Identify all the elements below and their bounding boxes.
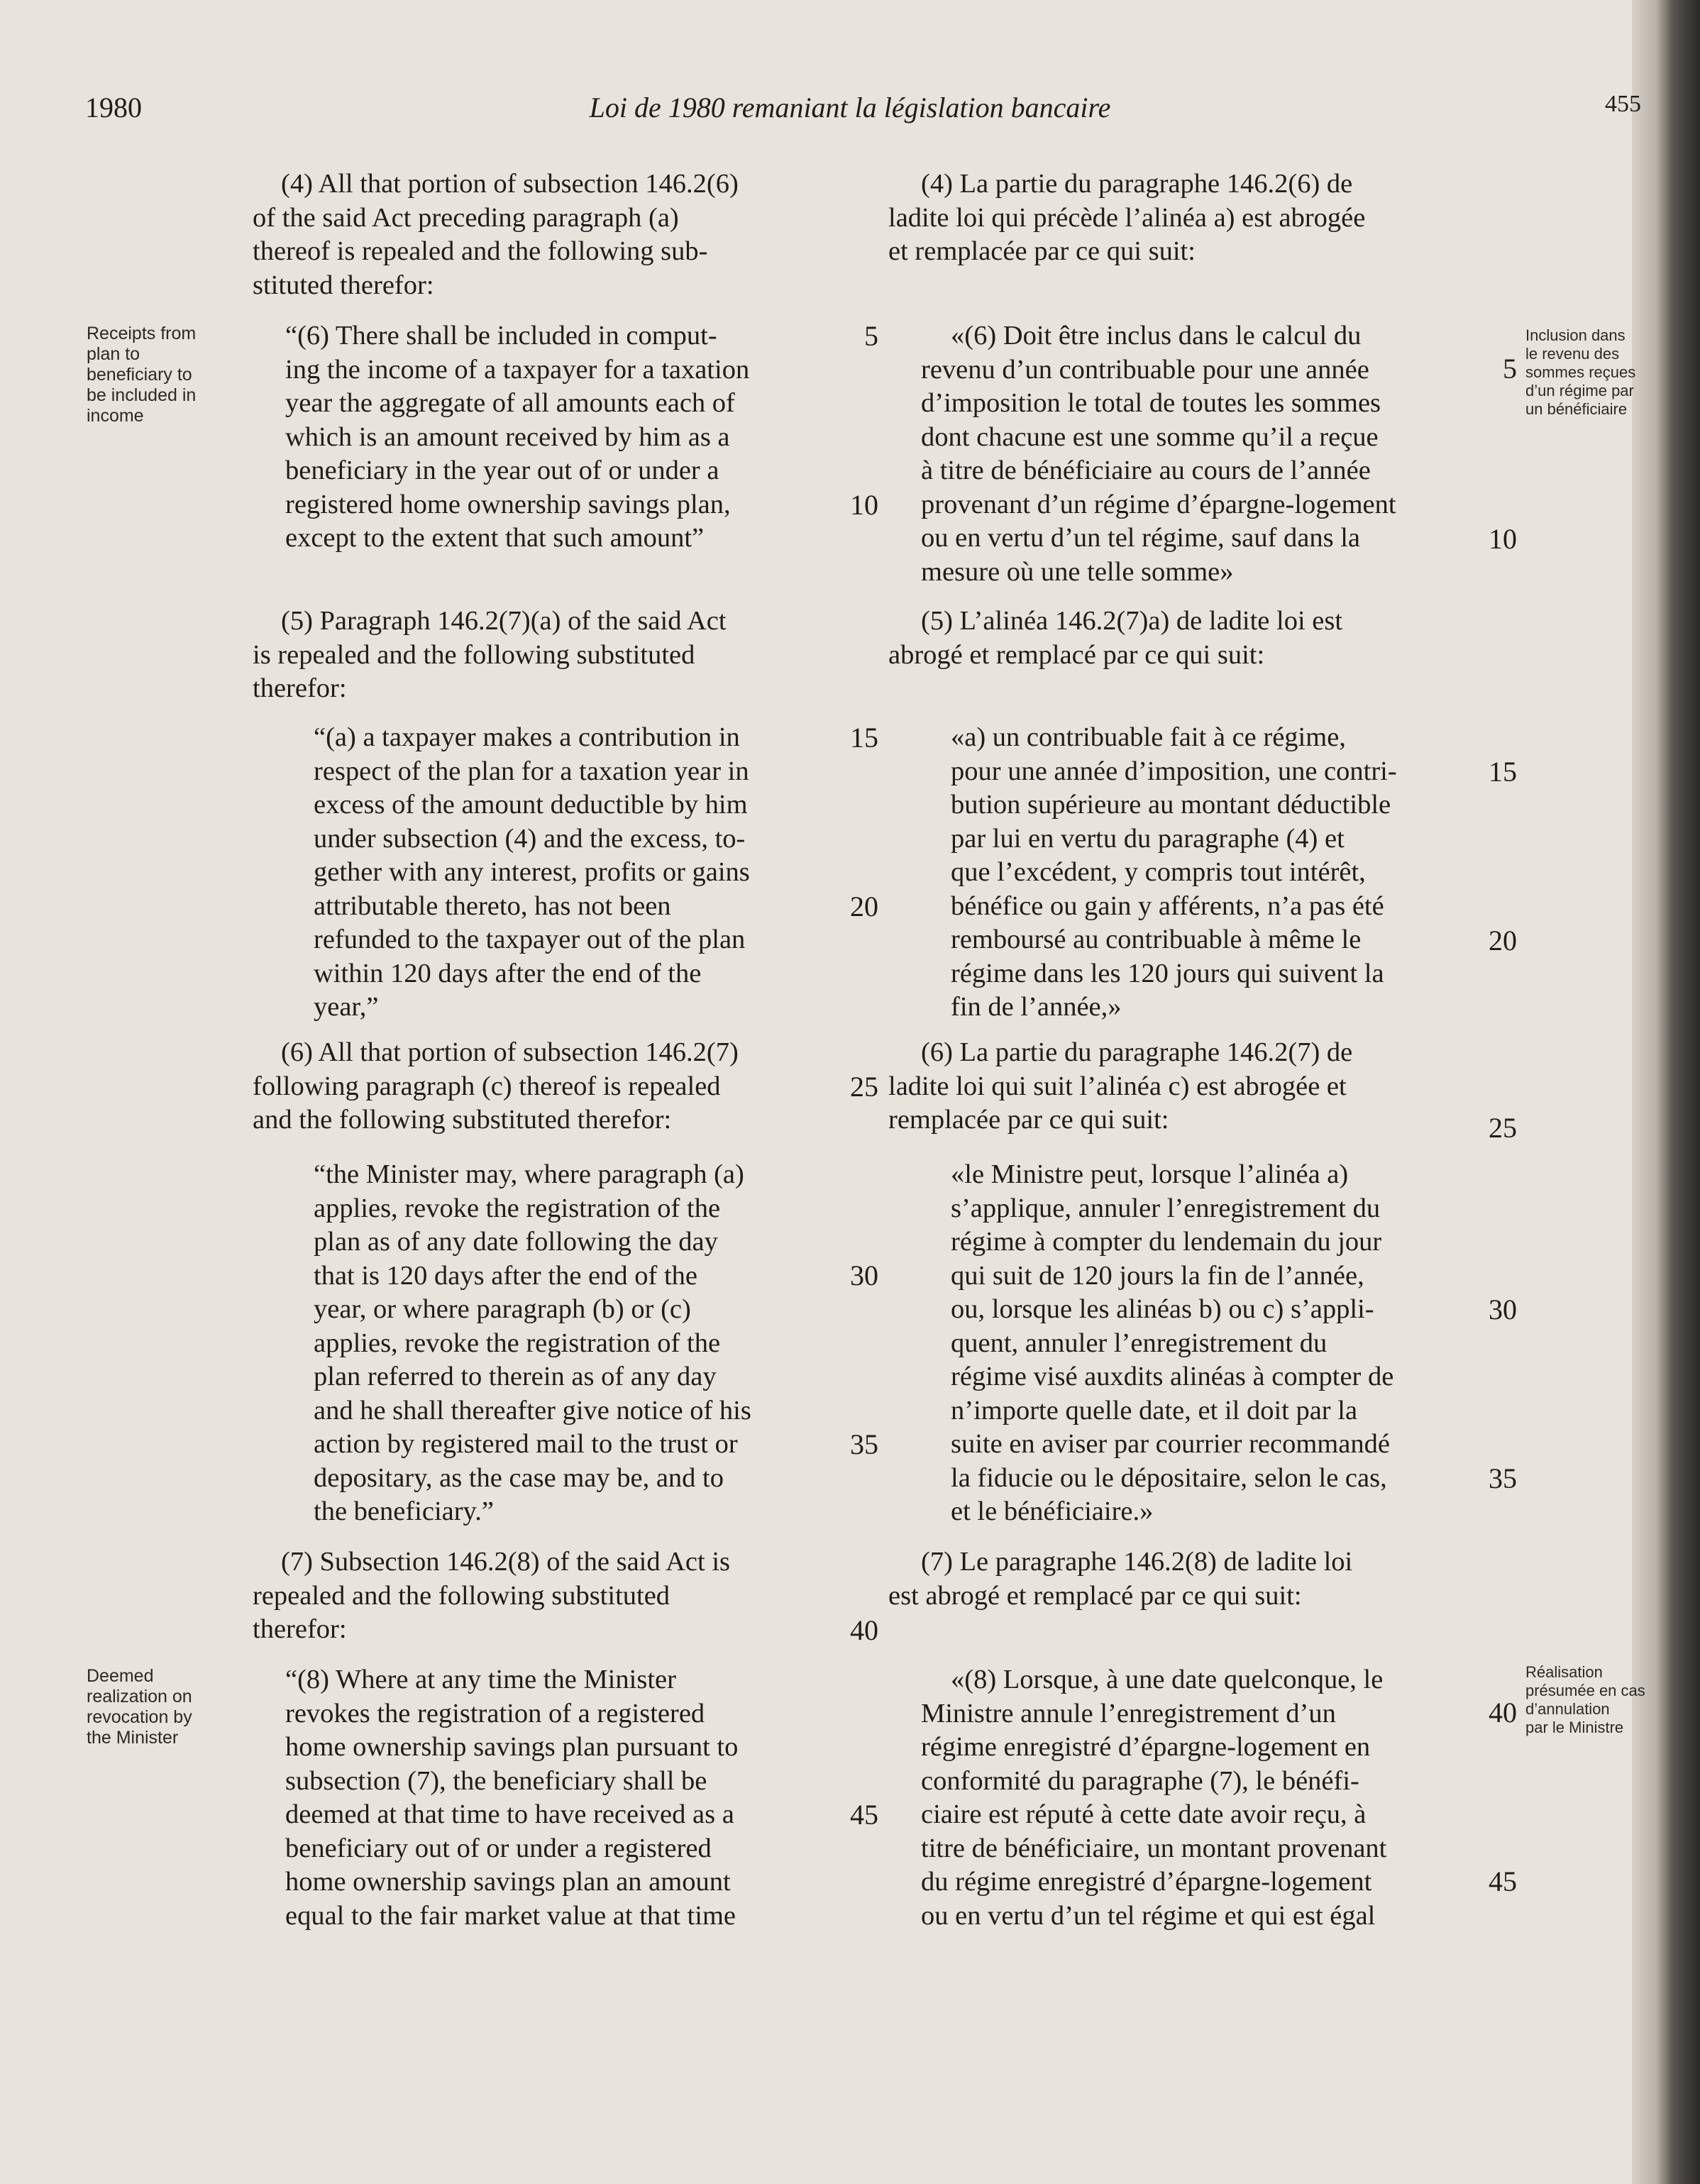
text-line: applies, revoke the registration of the xyxy=(314,1193,721,1223)
margin-note-receipts xyxy=(87,324,196,426)
text-line: “(6) There shall be included in comput- xyxy=(285,321,717,351)
text-line: stituted therefor: xyxy=(253,270,434,300)
margin-note-line: the Minister xyxy=(87,1728,179,1748)
text-line: ladite loi qui précède l’alinéa a) est abrogée xyxy=(888,202,1366,233)
text-line: (6) La partie du paragraphe 146.2(7) de xyxy=(921,1037,1353,1067)
en-section-6 xyxy=(253,1036,739,1137)
text-line: fin de l’année,» xyxy=(951,992,1122,1022)
text-line: provenant d’un régime d’épargne-logement xyxy=(921,489,1396,519)
text-line: the beneficiary.” xyxy=(314,1496,495,1526)
text-line: year the aggregate of all amounts each of xyxy=(285,388,735,418)
text-line: pour une année d’imposition, une contri- xyxy=(951,756,1397,786)
text-line: is repealed and the following substituted xyxy=(253,639,695,670)
margin-note-inclusion xyxy=(1525,326,1635,419)
en-section-4 xyxy=(253,167,739,302)
text-line: “(a) a taxpayer makes a contribution in xyxy=(314,722,740,752)
text-line: of the said Act preceding paragraph (a) xyxy=(253,202,679,233)
text-line: (5) Paragraph 146.2(7)(a) of the said Act xyxy=(281,606,727,636)
margin-note-line: revocation by xyxy=(87,1707,192,1727)
text-line: (4) All that portion of subsection 146.2(6) xyxy=(281,169,739,199)
text-line: subsection (7), the beneficiary shall be xyxy=(285,1765,707,1796)
text-line: régime enregistré d’épargne-logement en xyxy=(921,1732,1371,1762)
text-line: thereof is repealed and the following sub- xyxy=(253,236,708,266)
fr-quote-minister xyxy=(951,1158,1393,1529)
text-line: within 120 days after the end of the xyxy=(314,958,702,988)
text-line: conformité du paragraphe (7), le bénéfi- xyxy=(921,1765,1359,1796)
text-line: d’imposition le total de toutes les sommes xyxy=(921,388,1381,418)
text-line: que l’excédent, y compris tout intérêt, xyxy=(951,857,1366,887)
text-line: qui suit de 120 jours la fin de l’année, xyxy=(951,1260,1364,1291)
text-line: revenu d’un contribuable pour une année xyxy=(921,354,1369,385)
margin-note-realisation xyxy=(1525,1663,1645,1737)
text-line: beneficiary out of or under a registered xyxy=(285,1833,712,1863)
fr-line-number: 40 xyxy=(1489,1697,1517,1728)
text-line: gether with any interest, profits or gains xyxy=(314,857,750,887)
text-line: «(8) Lorsque, à une date quelconque, le xyxy=(951,1665,1384,1694)
text-line: et le bénéficiaire.» xyxy=(951,1496,1154,1526)
text-line: revokes the registration of a registered xyxy=(285,1698,705,1728)
fr-section-6 xyxy=(888,1036,1353,1137)
text-line: (7) Le paragraphe 146.2(8) de ladite loi xyxy=(921,1547,1353,1577)
text-line: beneficiary in the year out of or under a xyxy=(285,456,719,485)
text-line: “(8) Where at any time the Minister xyxy=(285,1665,676,1694)
fr-line-number: 20 xyxy=(1489,925,1517,956)
text-line: except to the extent that such amount” xyxy=(285,523,705,553)
en-line-number: 10 xyxy=(850,489,878,521)
text-line: bénéfice ou gain y afférents, n’a pas été xyxy=(951,890,1384,921)
text-line: excess of the amount deductible by him xyxy=(314,790,748,820)
text-line: year, or where paragraph (b) or (c) xyxy=(314,1294,691,1324)
margin-note-line: plan to xyxy=(87,344,140,364)
text-line: régime visé auxdits alinéas à compter de xyxy=(951,1362,1394,1391)
text-line: year,” xyxy=(314,992,379,1022)
text-line: régime à compter du lendemain du jour xyxy=(951,1227,1382,1257)
text-line: registered home ownership savings plan, xyxy=(285,489,731,519)
text-line: n’importe quelle date, et il doit par la xyxy=(951,1395,1358,1425)
text-line: home ownership savings plan pursuant to xyxy=(285,1732,739,1762)
text-line: ou en vertu d’un tel régime, sauf dans la xyxy=(921,523,1361,553)
text-line: ing the income of a taxpayer for a taxation xyxy=(285,354,750,385)
text-line: «(6) Doit être inclus dans le calcul du xyxy=(951,321,1362,351)
en-quote-8 xyxy=(285,1663,738,1933)
text-line: and the following substituted therefor: xyxy=(253,1105,672,1135)
fr-line-number: 5 xyxy=(1503,353,1517,385)
text-line: following paragraph (c) thereof is repealed xyxy=(253,1071,721,1101)
text-line: ladite loi qui suit l’alinéa c) est abrogée et xyxy=(888,1071,1347,1101)
fr-line-number: 10 xyxy=(1489,523,1517,555)
en-quote-a xyxy=(314,721,750,1025)
text-line: (5) L’alinéa 146.2(7)a) de ladite loi est xyxy=(921,606,1343,636)
text-line: ou, lorsque les alinéas b) ou c) s’appli- xyxy=(951,1294,1374,1324)
text-line: quent, annuler l’enregistrement du xyxy=(951,1328,1328,1358)
text-line: therefor: xyxy=(253,1614,347,1644)
text-line: régime dans les 120 jours qui suivent la xyxy=(951,958,1384,988)
en-section-5 xyxy=(253,605,727,706)
fr-line-number: 35 xyxy=(1489,1462,1517,1494)
text-line: dont chacune est une somme qu’il a reçue xyxy=(921,421,1379,452)
en-line-number: 45 xyxy=(850,1799,878,1831)
text-line: et remplacée par ce qui suit: xyxy=(888,236,1196,266)
text-line: ou en vertu d’un tel régime et qui est égal xyxy=(921,1900,1376,1931)
text-line: plan as of any date following the day xyxy=(314,1227,718,1257)
en-section-7 xyxy=(253,1545,730,1647)
text-line: par lui en vertu du paragraphe (4) et xyxy=(951,823,1345,854)
text-line: ciaire est réputé à cette date avoir reçu, à xyxy=(921,1799,1367,1829)
text-line: suite en aviser par courrier recommandé xyxy=(951,1429,1390,1459)
fr-quote-a xyxy=(951,721,1397,1025)
text-line: plan referred to therein as of any day xyxy=(314,1362,717,1391)
text-line: under subsection (4) and the excess, to- xyxy=(314,823,746,854)
fr-section-7 xyxy=(888,1545,1353,1613)
fr-quote-8 xyxy=(921,1663,1386,1933)
margin-note-line: Receipts from xyxy=(87,324,197,343)
text-line: equal to the fair market value at that time xyxy=(285,1900,736,1931)
margin-note-line: présumée en cas xyxy=(1525,1682,1645,1699)
margin-note-line: d’un régime par xyxy=(1525,382,1634,399)
text-line: mesure où une telle somme» xyxy=(921,556,1234,587)
margin-note-line: Inclusion dans xyxy=(1525,326,1626,344)
text-line: «a) un contribuable fait à ce régime, xyxy=(951,722,1346,752)
text-line: bution supérieure au montant déductible xyxy=(951,790,1391,820)
fr-line-number: 30 xyxy=(1489,1294,1517,1325)
fr-line-number: 45 xyxy=(1489,1865,1517,1897)
text-line: that is 120 days after the end of the xyxy=(314,1260,697,1291)
en-line-number: 35 xyxy=(850,1428,878,1460)
margin-note-line: d’annulation xyxy=(1525,1700,1610,1718)
header-title: Loi de 1980 remaniant la législation bancaire xyxy=(589,92,1111,123)
margin-note-line: be included in xyxy=(87,385,197,405)
text-line: «le Ministre peut, lorsque l’alinéa a) xyxy=(951,1159,1349,1189)
text-line: du régime enregistré d’épargne-logement xyxy=(921,1867,1372,1897)
text-line: deemed at that time to have received as a xyxy=(285,1799,734,1829)
text-line: remplacée par ce qui suit: xyxy=(888,1105,1169,1135)
text-line: repealed and the following substituted xyxy=(253,1580,670,1611)
text-line: refunded to the taxpayer out of the plan xyxy=(314,925,746,954)
margin-note-line: realization on xyxy=(87,1687,192,1706)
text-line: s’applique, annuler l’enregistrement du xyxy=(951,1193,1381,1223)
margin-note-deemed-realization xyxy=(87,1666,192,1748)
header-page-number: 455 xyxy=(1605,91,1641,117)
page-edge-shadow xyxy=(1632,0,1700,2184)
header-year: 1980 xyxy=(85,92,142,123)
fr-section-5 xyxy=(888,605,1343,672)
fr-line-number: 15 xyxy=(1489,756,1517,788)
text-line: applies, revoke the registration of the xyxy=(314,1328,721,1358)
text-line: action by registered mail to the trust or xyxy=(314,1429,738,1459)
text-line: titre de bénéficiaire, un montant provenant xyxy=(921,1833,1387,1863)
text-line: abrogé et remplacé par ce qui suit: xyxy=(888,639,1265,670)
text-line: Ministre annule l’enregistrement d’un xyxy=(921,1698,1336,1728)
en-line-number: 25 xyxy=(850,1071,878,1103)
text-line: depositary, as the case may be, and to xyxy=(314,1462,724,1493)
text-line: (6) All that portion of subsection 146.2(7) xyxy=(281,1037,739,1067)
margin-note-line: beneficiary to xyxy=(87,365,192,385)
en-line-number: 5 xyxy=(864,320,878,352)
text-line: home ownership savings plan an amount xyxy=(285,1867,731,1897)
en-line-number: 20 xyxy=(850,890,878,922)
en-line-number: 15 xyxy=(850,722,878,754)
text-line: “the Minister may, where paragraph (a) xyxy=(314,1159,744,1189)
text-line: (4) La partie du paragraphe 146.2(6) de xyxy=(921,169,1353,199)
margin-note-line: income xyxy=(87,406,144,426)
margin-note-line: un bénéficiaire xyxy=(1525,400,1628,418)
margin-note-line: sommes reçues xyxy=(1525,363,1636,381)
text-line: which is an amount received by him as a xyxy=(285,421,730,452)
en-line-number: 40 xyxy=(850,1614,878,1646)
fr-section-4 xyxy=(888,167,1366,269)
fr-line-number: 25 xyxy=(1489,1112,1517,1144)
text-line: attributable thereto, has not been xyxy=(314,890,671,921)
text-line: and he shall thereafter give notice of his xyxy=(314,1395,751,1425)
en-quote-minister xyxy=(314,1158,751,1529)
margin-note-line: par le Ministre xyxy=(1525,1719,1624,1736)
margin-note-line: Réalisation xyxy=(1525,1663,1603,1681)
text-line: respect of the plan for a taxation year in xyxy=(314,756,749,786)
en-line-number: 30 xyxy=(850,1259,878,1291)
text-line: à titre de bénéficiaire au cours de l’année xyxy=(921,456,1371,485)
fr-quote-6 xyxy=(921,319,1396,589)
text-line: therefor: xyxy=(253,673,347,703)
text-line: remboursé au contribuable à même le xyxy=(951,925,1362,954)
text-line: la fiducie ou le dépositaire, selon le cas, xyxy=(951,1462,1387,1493)
margin-note-line: le revenu des xyxy=(1525,345,1620,363)
text-line: est abrogé et remplacé par ce qui suit: xyxy=(888,1580,1302,1611)
en-quote-6 xyxy=(285,319,749,556)
text-line: (7) Subsection 146.2(8) of the said Act is xyxy=(281,1547,731,1577)
margin-note-line: Deemed xyxy=(87,1666,154,1686)
